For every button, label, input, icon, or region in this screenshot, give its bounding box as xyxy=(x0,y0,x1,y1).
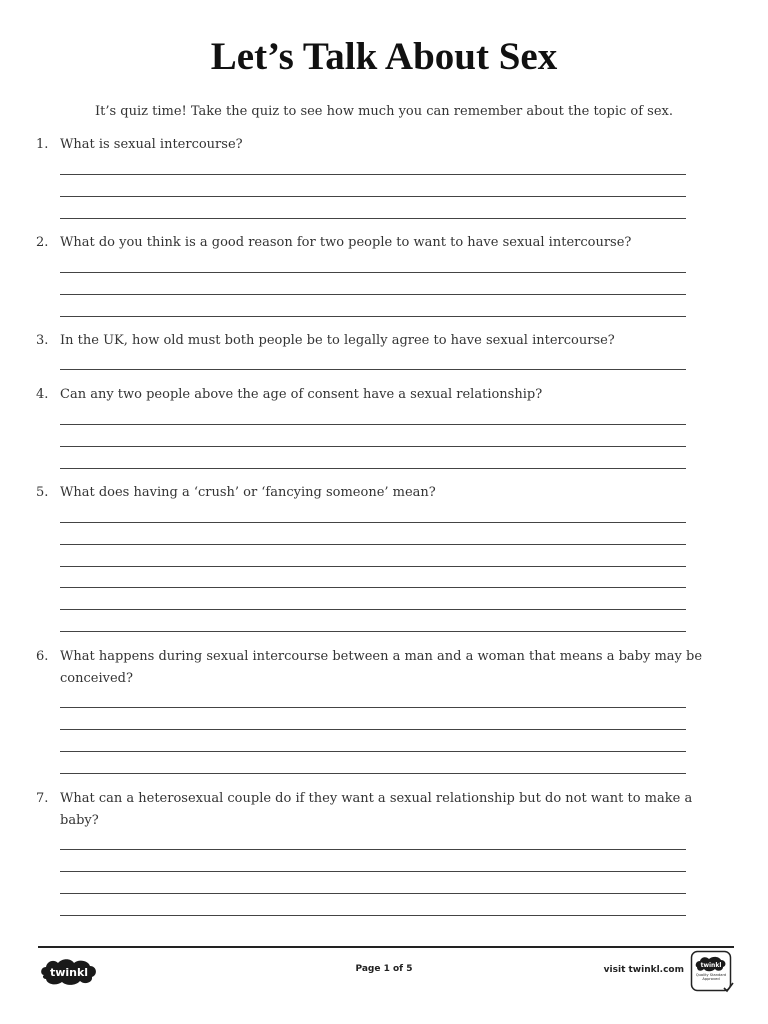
quality-standard-badge-icon xyxy=(690,950,734,994)
question-5 xyxy=(36,482,706,504)
answer-line[interactable] xyxy=(60,566,686,567)
twinkl-logo-text: twinkl xyxy=(49,966,89,979)
question-text: Can any two people above the age of consent have a sexual relationship? xyxy=(60,387,543,402)
answer-line[interactable] xyxy=(60,609,686,610)
answer-line[interactable] xyxy=(60,587,686,588)
answer-line[interactable] xyxy=(60,196,686,197)
page-title: Let’s Talk About Sex xyxy=(210,35,558,78)
question-text: What does having a ‘crush’ or ‘fancying someone’ mean? xyxy=(60,485,436,500)
answer-line[interactable] xyxy=(60,631,686,632)
question-number: 2. xyxy=(36,235,49,250)
answer-line[interactable] xyxy=(60,871,686,872)
answer-line[interactable] xyxy=(60,446,686,447)
answer-line[interactable] xyxy=(60,751,686,752)
answer-line[interactable] xyxy=(60,707,686,708)
answer-line[interactable] xyxy=(60,893,686,894)
question-3 xyxy=(36,330,706,352)
answer-line[interactable] xyxy=(60,272,686,273)
question-2 xyxy=(36,232,706,254)
answer-line[interactable] xyxy=(60,369,686,370)
answer-line[interactable] xyxy=(60,316,686,317)
question-1 xyxy=(36,134,706,156)
question-number: 6. xyxy=(36,649,49,664)
footer-divider xyxy=(38,946,734,948)
question-text: What is sexual intercourse? xyxy=(60,137,243,152)
answer-line[interactable] xyxy=(60,424,686,425)
answer-line[interactable] xyxy=(60,174,686,175)
answer-line[interactable] xyxy=(60,773,686,774)
intro-text: It’s quiz time! Take the quiz to see how much you can remember about the topic of sex. xyxy=(95,104,673,119)
question-number: 7. xyxy=(36,791,49,806)
question-number: 4. xyxy=(36,387,49,402)
answer-line[interactable] xyxy=(60,294,686,295)
question-number: 5. xyxy=(36,485,49,500)
question-7 xyxy=(36,788,706,832)
question-number: 1. xyxy=(36,137,49,152)
answer-line[interactable] xyxy=(60,218,686,219)
answer-line[interactable] xyxy=(60,729,686,730)
question-text: What happens during sexual intercourse between a man and a woman that means a baby may be conceived? xyxy=(60,649,703,686)
answer-line[interactable] xyxy=(60,915,686,916)
answer-line[interactable] xyxy=(60,849,686,850)
answer-line[interactable] xyxy=(60,522,686,523)
question-text: What can a heterosexual couple do if they want a sexual relationship but do not want to make a baby? xyxy=(60,791,693,828)
question-text: In the UK, how old must both people be to legally agree to have sexual intercourse? xyxy=(60,333,615,348)
question-number: 3. xyxy=(36,333,49,348)
question-6 xyxy=(36,646,706,690)
answer-line[interactable] xyxy=(60,468,686,469)
question-text: What do you think is a good reason for two people to want to have sexual intercourse? xyxy=(60,235,632,250)
badge-caption: Quality Standard Approved xyxy=(695,973,727,982)
badge-brand: twinkl xyxy=(700,962,722,969)
answer-line[interactable] xyxy=(60,544,686,545)
page-number: Page 1 of 5 xyxy=(355,964,413,974)
visit-link[interactable]: visit twinkl.com xyxy=(603,965,684,975)
question-4 xyxy=(36,384,706,406)
